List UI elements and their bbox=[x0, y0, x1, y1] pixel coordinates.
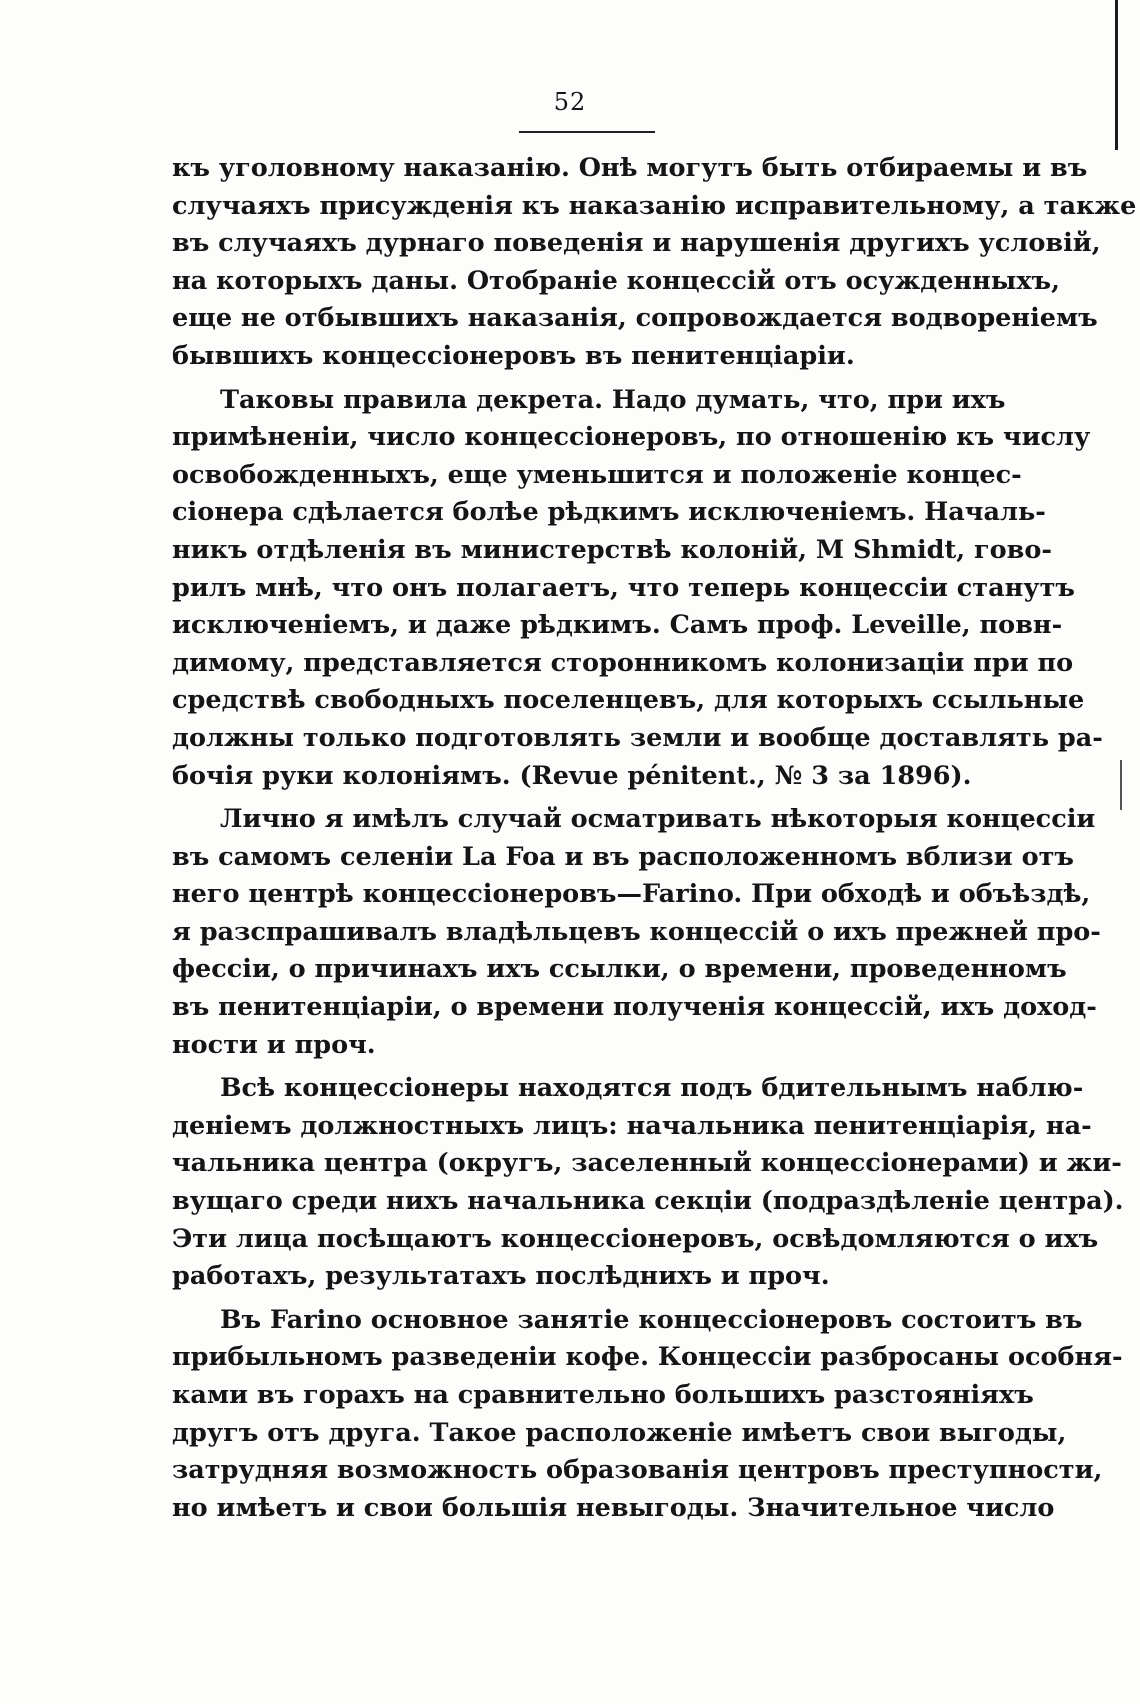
text-line: затрудняя возможность образованія центровъ преступности, bbox=[172, 1455, 1103, 1486]
text-line: случаяхъ присужденія къ наказанію исправительному, а также bbox=[172, 190, 1137, 221]
page-edge-line bbox=[1115, 0, 1118, 150]
text-line: Эти лица посѣщаютъ концессіонеровъ, освѣдомляются о ихъ bbox=[172, 1223, 1099, 1254]
text-line: другъ отъ друга. Такое расположеніе имѣетъ свои выгоды, bbox=[172, 1417, 1067, 1448]
text-line: но имѣетъ и свои большія невыгоды. Значительное число bbox=[172, 1492, 1055, 1523]
text-line: вущаго среди нихъ начальника секціи (подраздѣленіе центра). bbox=[172, 1186, 1124, 1217]
text-line: на которыхъ даны. Отобраніе концессій отъ осужденныхъ, bbox=[172, 265, 1060, 296]
body-text bbox=[172, 150, 1137, 1533]
text-line: фессіи, о причинахъ ихъ ссылки, о времени, проведенномъ bbox=[172, 954, 1067, 985]
text-line: сіонера сдѣлается болѣе рѣдкимъ исключеніемъ. Началь- bbox=[172, 497, 1046, 528]
text-line: Всѣ концессіонеры находятся подъ бдительнымъ наблю- bbox=[220, 1073, 1084, 1104]
text-line: должны только подготовлять земли и вообще доставлять ра- bbox=[172, 722, 1103, 753]
text-line: средствѣ свободныхъ поселенцевъ, для которыхъ ссыльные bbox=[172, 685, 1085, 716]
text-line: освобожденныхъ, еще уменьшится и положеніе концес- bbox=[172, 459, 1022, 490]
text-line: прибыльномъ разведеніи кофе. Концессіи разбросаны особня- bbox=[172, 1342, 1123, 1373]
paragraph-5 bbox=[172, 1302, 1123, 1528]
text-line: никъ отдѣленія въ министерствѣ колоній, M Shmidt, гово- bbox=[172, 534, 1052, 565]
text-line: работахъ, результатахъ послѣднихъ и проч. bbox=[172, 1261, 830, 1292]
paragraph-4 bbox=[172, 1070, 1124, 1296]
paragraph-2 bbox=[172, 382, 1103, 796]
text-line: ности и проч. bbox=[172, 1029, 376, 1060]
page-edge-mark bbox=[1120, 760, 1122, 810]
text-line: Таковы правила декрета. Надо думать, что, при ихъ bbox=[220, 384, 1006, 415]
text-line: димому, представляется сторонникомъ колонизаціи при по bbox=[172, 647, 1074, 678]
paragraph-1 bbox=[172, 150, 1137, 376]
text-line: рилъ мнѣ, что онъ полагаетъ, что теперь концессіи станутъ bbox=[172, 572, 1075, 603]
text-line: къ уголовному наказанію. Онѣ могутъ быть отбираемы и въ bbox=[172, 153, 1088, 183]
text-line: примѣненіи, число концессіонеровъ, по отношенію къ числу bbox=[172, 422, 1091, 453]
text-line: исключеніемъ, и даже рѣдкимъ. Самъ проф. Leveille, повн- bbox=[172, 610, 1063, 641]
text-line: деніемъ должностныхъ лицъ: начальника пенитенціарія, на- bbox=[172, 1110, 1092, 1141]
text-line: въ самомъ селеніи La Foa и въ расположенномъ вблизи отъ bbox=[172, 841, 1074, 872]
paragraph-3 bbox=[172, 801, 1101, 1064]
text-line: въ случаяхъ дурнаго поведенія и нарушенія другихъ условій, bbox=[172, 228, 1101, 259]
text-line: я разспрашивалъ владѣльцевъ концессій о ихъ прежней про- bbox=[172, 916, 1101, 947]
text-line: въ пенитенціаріи, о времени полученія концессій, ихъ доход- bbox=[172, 992, 1097, 1023]
text-line: ками въ горахъ на сравнительно большихъ разстояніяхъ bbox=[172, 1380, 1034, 1410]
page-number: 52 bbox=[553, 88, 587, 116]
text-line: Въ Farino основное занятіе концессіонеровъ состоитъ въ bbox=[220, 1304, 1083, 1335]
text-line: Лично я имѣлъ случай осматривать нѣкоторыя концессіи bbox=[220, 804, 1096, 835]
text-line: чальника центра (округъ, заселенный концессіонерами) и жи- bbox=[172, 1148, 1122, 1179]
text-line: бочія руки колоніямъ. (Revue pénitent., № 3 за 1896). bbox=[172, 760, 972, 791]
text-line: него центрѣ концессіонеровъ—Farino. При обходѣ и объѣздѣ, bbox=[172, 879, 1091, 910]
text-line: бывшихъ концессіонеровъ въ пенитенціаріи. bbox=[172, 340, 855, 371]
text-line: еще не отбывшихъ наказанія, сопровождается водвореніемъ bbox=[172, 303, 1098, 334]
header-rule bbox=[519, 131, 655, 133]
